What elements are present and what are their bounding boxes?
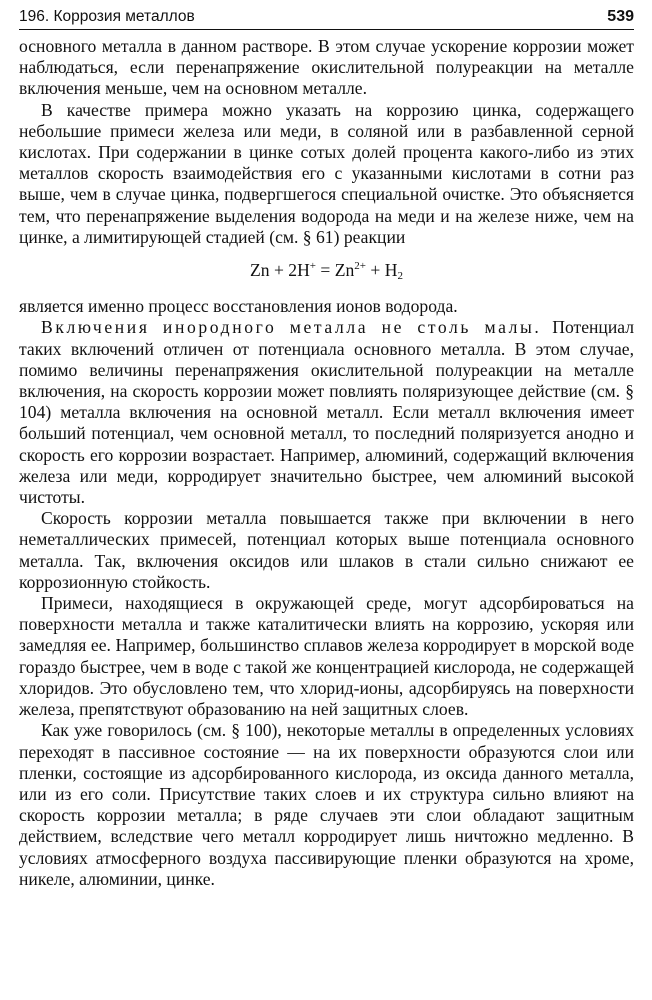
hydrogen-ion-charge: + [309, 260, 317, 273]
paragraph-foreign-inclusions-text: Потенциал таких включений отличен от потенциала основного металла. В этом случае, помимо величины перенапряжения окислительной полуреакции на металле включения, на скорость коррозии может повлиять поляризующее действие (см. § 104) металла включения на основной металл. Если металл включения имеет больший потенциал, чем основной металл, то последний поляризуется анодно и скорость его коррозии возрастает. Например, алюминий, содержащий включения железа или меди, корродирует значительно быстрее, чем алюминий высокой чистоты. [19, 317, 635, 508]
running-head [19, 0, 634, 26]
header-rule [19, 29, 634, 30]
paragraph-environment-impurities: Примеси, находящиеся в окружающей среде, могут адсорбироваться на поверхности металла и также каталитически влиять на коррозию, ускоряя или замедляя ее. Например, большинство сплавов железа корродирует в морской воде гораздо быстрее, чем в воде с такой же концентрацией кислорода, не содержащей хлоридов. Это обусловлено тем, что хлорид-ионы, адсорбируясь на поверхности железа, препятствуют образованию на ней защитных слоев. [19, 593, 634, 720]
paragraph-zinc-example: В качестве примера можно указать на коррозию цинка, содержащего небольшие примеси железа или меди, в соляной или в разбавленной серной кислотах. При содержании в цинке сотых долей процента какого-либо из этих металлов скорость взаимодействия его с указанными кислотами в сотни раз выше, чем в случае цинка, подвергшегося специальной очистке. Это объясняется тем, что перенапряжение выделения водорода на меди и на железе ниже, чем на цинке, а лимитирующей стадией (см. § 61) реакции [19, 99, 634, 247]
page-number: 539 [607, 8, 634, 25]
paragraph-foreign-inclusions [19, 317, 634, 508]
zinc-ion-charge: 2+ [354, 260, 367, 273]
section-title: 196. Коррозия металлов [19, 8, 195, 25]
equation-equals-sign: = [316, 260, 335, 281]
body-text [19, 36, 634, 890]
emphasized-lead: Включения инородного металла не столь малы. [41, 317, 542, 338]
hydrogen-molecule: + H [366, 260, 398, 281]
hydrogen-subscript: 2 [397, 270, 403, 283]
zinc-ion: Zn [334, 260, 355, 281]
chemical-equation [19, 256, 634, 287]
paragraph-after-equation: является именно процесс восстановления ионов водорода. [19, 296, 458, 317]
paragraph-nonmetallic-impurities: Скорость коррозии металла повышается также при включении в него неметаллических примесей, потенциал которых выше потенциала основного металла. Так, включения оксидов или шлаков в стали сильно снижают ее коррозионную стойкость. [19, 508, 634, 592]
equation-reactants: Zn + 2H [250, 260, 310, 281]
paragraph-continued: основного металла в данном растворе. В этом случае ускорение коррозии может наблюдаться, если перенапряжение окислительной полуреакции на металле включения меньше, чем на основном металле. [19, 36, 634, 99]
paragraph-passive-layers: Как уже говорилось (см. § 100), некоторые металлы в определенных условиях переходят в пассивное состояние — на их поверхности образуются слои или пленки, состоящие из адсорбированного кислорода, из оксида данного металла, или из его соли. Присутствие таких слоев и их структура сильно влияют на скорость коррозии металла; в ряде случаев эти слои обладают защитным действием, вследствие чего металл корродирует лишь ничтожно медленно. В условиях атмосферного воздуха пассивирующие пленки образуются на хроме, никеле, алюминии, цинке. [19, 720, 634, 889]
